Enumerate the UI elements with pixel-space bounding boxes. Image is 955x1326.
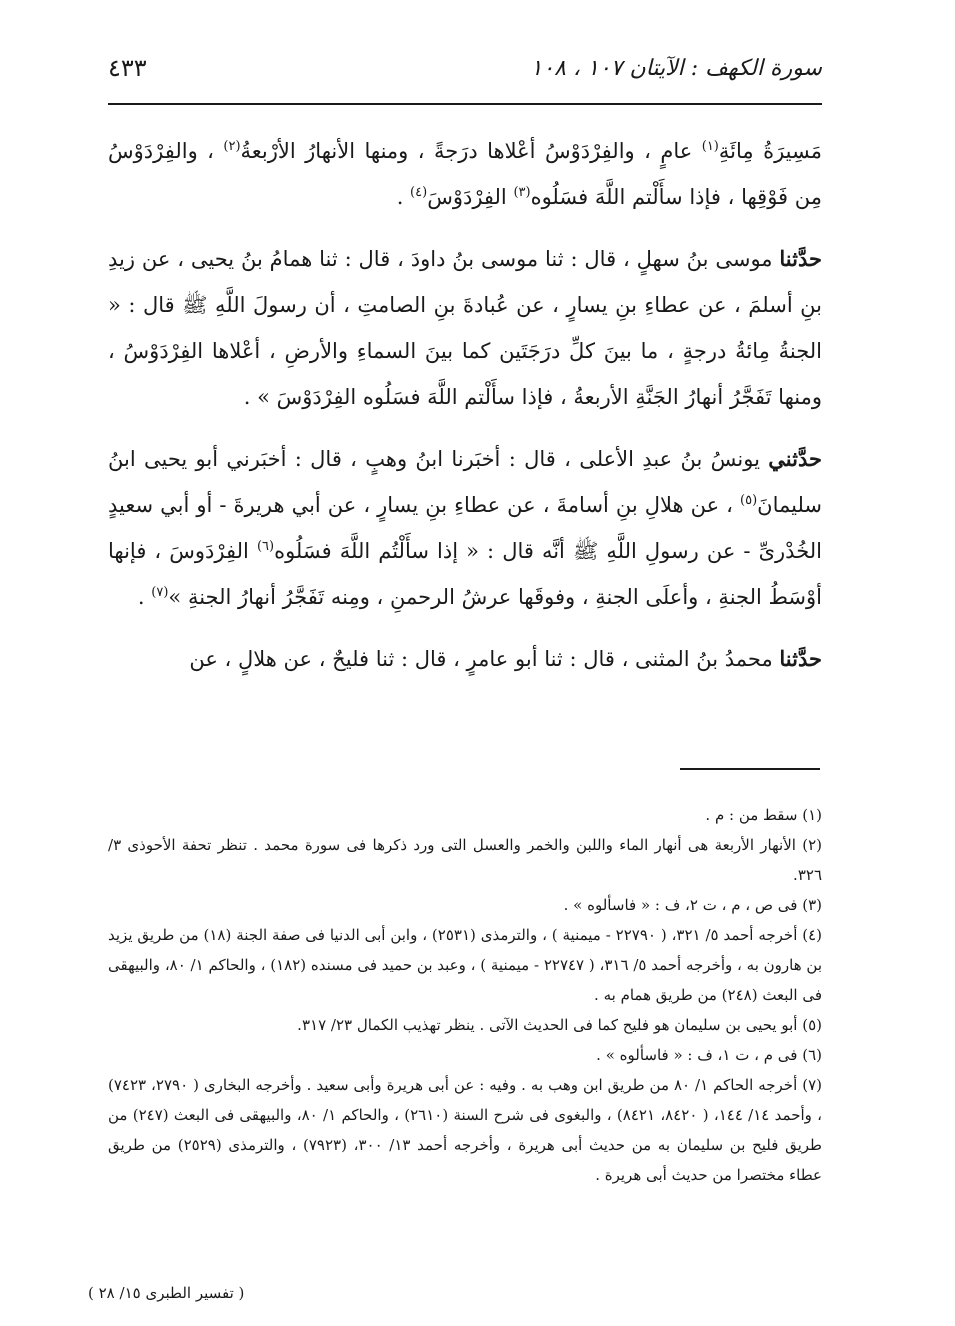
footnote-marker: (٣) bbox=[513, 185, 531, 200]
page-number: ٤٣٣ bbox=[108, 54, 147, 82]
footnote: (١) سقط من : م . bbox=[705, 806, 822, 824]
footnote: (٦) فى م ، ت ١، ف : « فاسألوه » . bbox=[596, 1046, 822, 1064]
paragraph bbox=[108, 636, 822, 682]
paragraph-text: الفِرْدَوْسَ bbox=[427, 185, 514, 209]
footnote-marker: (٥) bbox=[740, 493, 758, 508]
paragraph-text: عامٍ ، والفِرْدَوْسُ أعْلاها درَجةً ، ومنها الأنهارُ الأرْبعةُ bbox=[240, 139, 702, 163]
paragraph-text: مَسِيرَةُ مِائَةِ bbox=[718, 139, 822, 163]
paragraph-text: ، والفِرْدَوْسُ مِن فَوْقِها ، فإذا سأَلْتم اللَّهَ فسَلُوه bbox=[108, 139, 822, 209]
footnote-marker: (١) bbox=[701, 139, 719, 154]
paragraph-lead: حدَّثنا bbox=[779, 246, 822, 271]
footnote: (٥) أبو يحيى بن سليمان هو فليح كما فى الحديث الآتى . ينظر تهذيب الكمال ٢٣/ ٣١٧. bbox=[297, 1016, 822, 1034]
volume-reference: ( تفسير الطبرى ١٥/ ٢٨ ) bbox=[88, 1284, 245, 1302]
paragraph bbox=[108, 236, 822, 420]
header-title: سورة الكهف : الآيتان ١٠٧ ، ١٠٨ bbox=[530, 56, 822, 81]
paragraph-text: يونسُ بنُ عبدِ الأعلى ، قال : أخبَرنا ابنُ وهبٍ ، قال : أخبَرني أبو يحيى ابنُ سليمانَ bbox=[108, 447, 822, 517]
header-rule bbox=[108, 103, 822, 105]
footnote: (٣) فى ص ، م ، ت ٢، ف : « فاسألوه » . bbox=[563, 896, 822, 914]
footnote: (٧) أخرجه الحاكم ١/ ٨٠ من طريق ابن وهب به . وفيه : عن أبى هريرة وأبى سعيد . وأخرجه البخارى ( ٢٧٩٠، ٧٤٢٣) ، وأحمد ١٤/ ١٤٤، ( ٨٤٢٠، ٨٤٢١) ، والبغوى فى شرح السنة (٢٦١٠) ، والحاكم ١/ ٨٠، والبيهقى فى البعث (٢٤٧) من طريق فليح بن سليمان به من حديث أبى هريرة ، وأخرجه أحمد ١٣/ ٣٠٠، (٧٩٢٣) ، والترمذى (٢٥٢٩) من طريق عطاء مختصرا من حديث أبى هريرة . bbox=[108, 1076, 823, 1184]
paragraph-text: موسى بنُ سهلٍ ، قال : ثنا موسى بنُ داودَ ، قال : ثنا همامُ بنُ يحيى ، عن زيدِ بنِ أسلمَ ، عن عطاءِ بنِ يسارٍ ، عن عُبادةَ بنِ الصامتِ ، أن رسولَ اللَّهِ ﷺ قال : « الجنةُ مِائةُ درجةٍ ، ما بينَ كلِّ درَجَتَين كما بينَ السماءِ والأرضِ ، أعْلاها الفِرْدَوْسُ ، ومنها تَفَجَّرُ أنهارُ الجَنَّةِ الأربعةُ ، فإذا سأَلْتم اللَّهَ فسَلُوه الفِرْدَوْسَ » . bbox=[108, 247, 822, 409]
footnote: (٢) الأنهار الأربعة هى أنهار الماء واللبن والخمر والعسل التى ورد ذكرها فى سورة محمد . تنظر تحفة الأحوذى ٣/ ٣٢٦. bbox=[108, 836, 822, 884]
footnote-marker: (٢) bbox=[223, 139, 241, 154]
paragraph-text: ، عن هلالِ بنِ أسامةَ ، عن عطاءِ بنِ يسارٍ ، عن أبي هريرةَ - أو أبي سعيدٍ الخُدْرىِّ - عن رسولِ اللَّهِ ﷺ أنَّه قال : « إذا سأَلْتُم اللَّهَ فسَلُوه bbox=[108, 493, 822, 563]
footnote-separator bbox=[680, 768, 820, 770]
footnote-marker: (٧) bbox=[151, 585, 169, 600]
main-text bbox=[108, 128, 822, 698]
footnote: (٤) أخرجه أحمد ٥/ ٣٢١، ( ٢٢٧٩٠ - ميمنية ) ، والترمذى (٢٥٣١) ، وابن أبى الدنيا فى صفة الجنة (١٨) من طريق يزيد بن هارون به ، وأخرجه أحمد ٥/ ٣١٦، ( ٢٢٧٤٧ - ميمنية ) ، وعبد بن حميد فى مسنده (١٨٢) ، والحاكم ١/ ٨٠، والبيهقى فى البعث (٢٤٨) من طريق همام به . bbox=[108, 926, 823, 1004]
footnotes bbox=[108, 800, 822, 1190]
paragraph bbox=[108, 436, 822, 620]
paragraph-text: محمدُ بنُ المثنى ، قال : ثنا أبو عامرٍ ، قال : ثنا فليحٌ ، عن هلالٍ ، عن bbox=[189, 647, 780, 671]
paragraph-text: . bbox=[137, 585, 152, 609]
footnote-marker: (٤) bbox=[410, 185, 428, 200]
paragraph bbox=[108, 128, 822, 220]
running-header bbox=[108, 52, 822, 92]
footnote-marker: (٦) bbox=[256, 539, 275, 554]
paragraph-lead: حدَّثني bbox=[768, 446, 822, 471]
paragraph-text: . bbox=[396, 185, 411, 209]
paragraph-text: الفِرْدَوسَ ، فإنها أوْسَطُ الجنةِ ، وأعلَى الجنةِ ، وفوقَها عرشُ الرحمنِ ، ومِنه تَفَجَّرُ أنهارُ الجنةِ » bbox=[108, 539, 822, 609]
paragraph-lead: حدَّثنا bbox=[779, 646, 822, 671]
